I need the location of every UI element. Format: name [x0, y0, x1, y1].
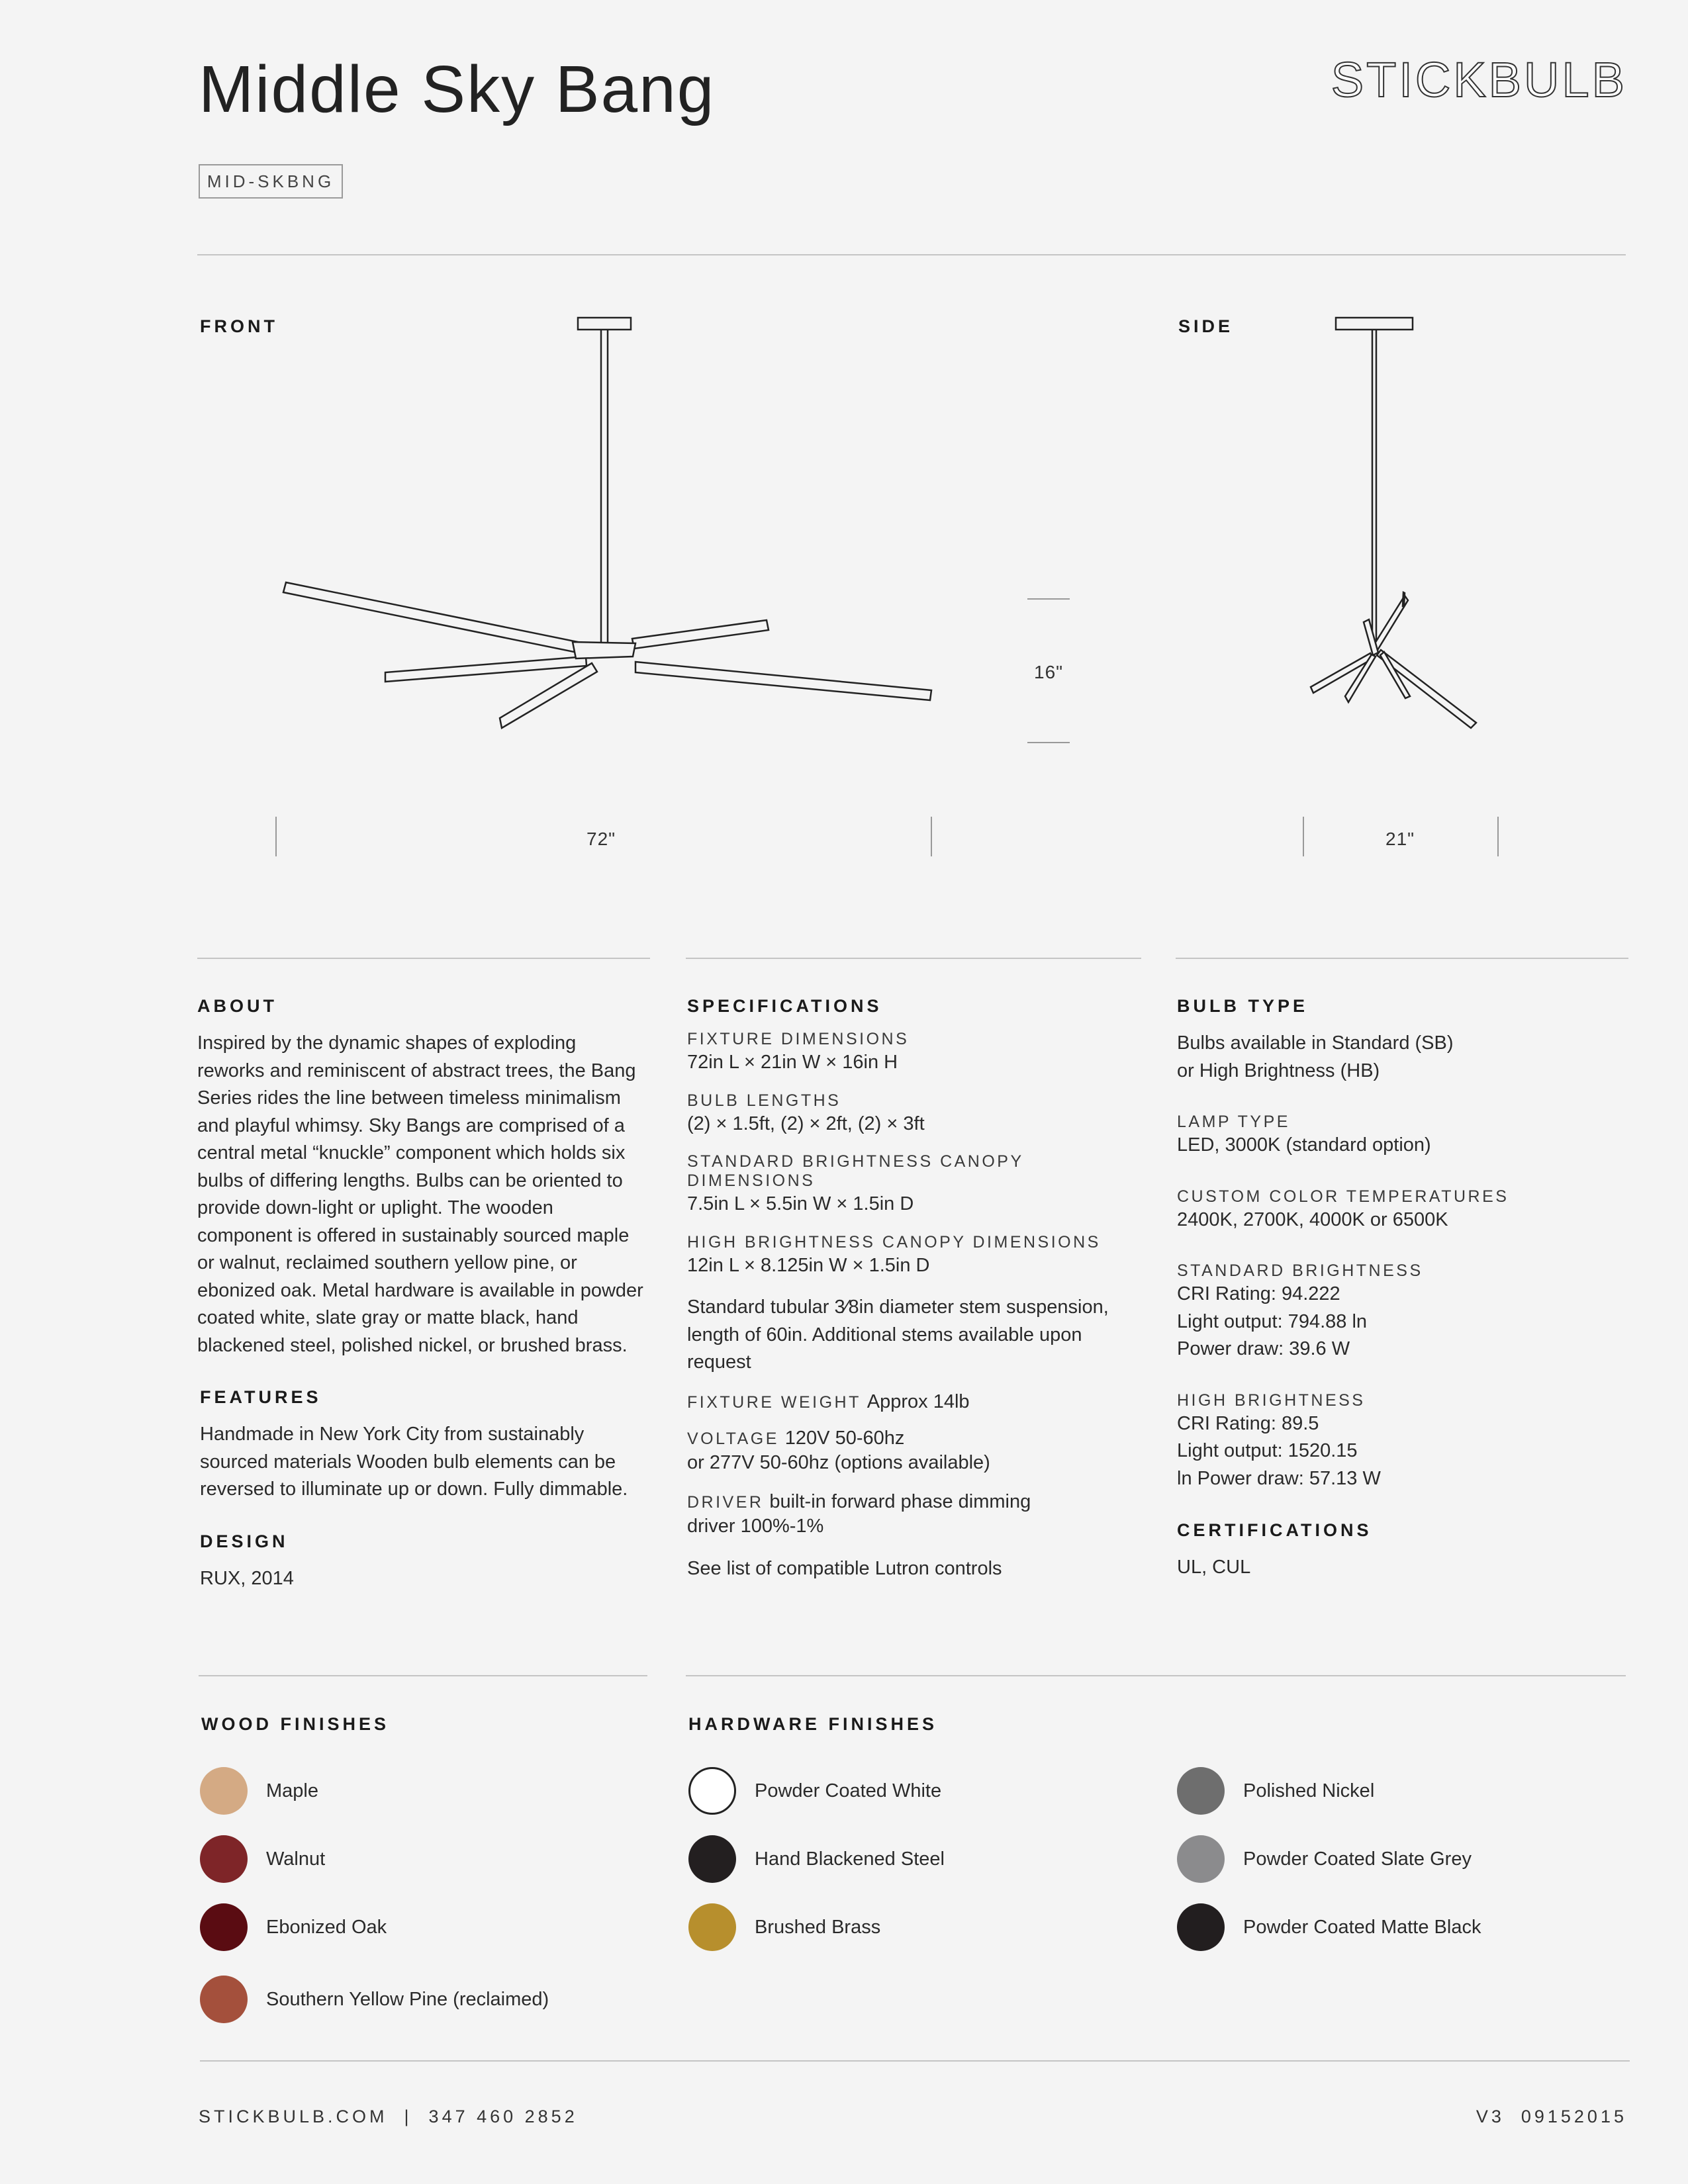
- width-dim-right-tick: [931, 817, 932, 856]
- bulb-availability-line-1: Bulbs available in Standard (SB): [1177, 1032, 1454, 1054]
- high-brightness-label: HIGH BRIGHTNESS: [1177, 1390, 1366, 1410]
- height-dimension: 16": [1034, 662, 1064, 682]
- powder-coated-matte-black-swatch: [1177, 1903, 1225, 1951]
- stem-text: Standard tubular 3⁄8in diameter stem suspension, length of 60in. Additional stems available upon request: [687, 1297, 1109, 1373]
- features-heading: FEATURES: [200, 1387, 322, 1407]
- hardware-finish-hand-blackened-steel[interactable]: [688, 1833, 945, 1886]
- brand-logo: STICKBULB: [1331, 52, 1627, 107]
- footer-version: V3 09152015: [1476, 2107, 1627, 2126]
- hardware-finish-polished-nickel[interactable]: [1177, 1764, 1481, 1817]
- hardware-finish-powder-coated-white[interactable]: [688, 1764, 945, 1817]
- standard-canopy-label: STANDARD BRIGHTNESS CANOPY DIMENSIONS: [687, 1152, 1024, 1190]
- fixture-dimensions: [687, 1030, 1150, 1077]
- high-brightness-canopy-label: HIGH BRIGHTNESS CANOPY DIMENSIONS: [687, 1232, 1101, 1251]
- driver-value-2: driver 100%-1%: [687, 1516, 824, 1537]
- bulb-lengths-label: BULB LENGTHS: [687, 1091, 841, 1110]
- side-view-drawing: [1297, 304, 1523, 741]
- hardware-finish-list-right: [1177, 1764, 1481, 1954]
- wood-finish-maple[interactable]: [200, 1764, 549, 1817]
- hardware-finishes-divider: [686, 1675, 1626, 1676]
- bulb-lengths: [687, 1091, 1150, 1138]
- driver-value: built-in forward phase dimming: [769, 1491, 1031, 1512]
- standard-canopy-value: 7.5in L × 5.5in W × 1.5in D: [687, 1193, 914, 1214]
- hardware-finish-label: Brushed Brass: [755, 1916, 881, 1938]
- about-text: Inspired by the dynamic shapes of exploding reworks and reminiscent of abstract trees, the Bang Series rides the line between timeless minimalism and playful whimsy. Sky Bangs are comprised of a central metal “knuckle” component which holds six bulbs of differing lengths. Bulbs can be oriented to provide down-light or uplight. The wooden component is offered in sustainably sourced maple or walnut, reclaimed southern yellow pine, or ebonized oak. Metal hardware is available in powder coated white, slate gray or matte black, hand blackened steel, polished nickel, or brushed brass.: [197, 1032, 643, 1356]
- depth-dim-right-tick: [1497, 817, 1499, 856]
- polished-nickel-swatch: [1177, 1767, 1225, 1815]
- wood-finish-label: Maple: [266, 1780, 318, 1801]
- standard-brightness-label: STANDARD BRIGHTNESS: [1177, 1261, 1423, 1280]
- sku-badge: MID-SKBNG: [199, 164, 343, 199]
- ebonized-oak-swatch: [200, 1903, 248, 1951]
- high-brightness-canopy-value: 12in L × 8.125in W × 1.5in D: [687, 1254, 930, 1276]
- hardware-finish-label: Powder Coated Slate Grey: [1243, 1848, 1472, 1870]
- width-dimension: 72": [586, 829, 616, 849]
- front-view-label: FRONT: [200, 316, 278, 336]
- fixture-dimensions-value: 72in L × 21in W × 16in H: [687, 1052, 898, 1073]
- about-top-divider: [197, 958, 650, 959]
- custom-color-temps: [1177, 1187, 1634, 1234]
- wood-finish-label: Ebonized Oak: [266, 1916, 387, 1938]
- about-heading: ABOUT: [197, 996, 277, 1016]
- hardware-finish-label: Powder Coated White: [755, 1780, 942, 1801]
- hardware-finish-list-left: [688, 1764, 945, 1954]
- hardware-finish-brushed-brass[interactable]: [688, 1901, 945, 1954]
- footer-divider: [200, 2060, 1630, 2062]
- bulb-type-column: [1177, 996, 1634, 1582]
- high-brightness: [1177, 1391, 1634, 1493]
- lutron-link[interactable]: See list of compatible Lutron controls: [687, 1557, 1002, 1579]
- voltage-alt: or 277V 50-60hz (options available): [687, 1451, 990, 1473]
- powder-coated-slate-grey-swatch: [1177, 1835, 1225, 1883]
- high-brightness-cri: CRI Rating: 89.5: [1177, 1412, 1319, 1434]
- driver-label: DRIVER: [687, 1493, 764, 1512]
- bulb-type-heading: BULB TYPE: [1177, 996, 1309, 1016]
- hardware-finish-label: Polished Nickel: [1243, 1780, 1375, 1801]
- brushed-brass-swatch: [688, 1903, 736, 1951]
- hand-blackened-steel-swatch: [688, 1835, 736, 1883]
- voltage-label: VOLTAGE: [687, 1429, 779, 1448]
- specifications-column: [687, 996, 1150, 1582]
- fixture-weight: [687, 1391, 1150, 1413]
- wood-finish-southern-yellow-pine[interactable]: [200, 1973, 549, 2026]
- voltage: [687, 1428, 1150, 1477]
- lamp-type-label: LAMP TYPE: [1177, 1113, 1290, 1131]
- specifications-heading: SPECIFICATIONS: [687, 996, 882, 1016]
- custom-color-value: 2400K, 2700K, 4000K or 6500K: [1177, 1208, 1448, 1230]
- standard-output: Light output: 794.88 ln: [1177, 1310, 1368, 1332]
- specs-top-divider: [686, 958, 1141, 959]
- certifications-heading: CERTIFICATIONS: [1177, 1520, 1372, 1540]
- wood-finish-label: Walnut: [266, 1848, 326, 1870]
- wood-finish-list: [200, 1764, 549, 2026]
- front-view-drawing: [252, 304, 953, 741]
- page-title: Middle Sky Bang: [199, 52, 716, 126]
- custom-color-label: CUSTOM COLOR TEMPERATURES: [1177, 1187, 1509, 1206]
- certifications-text: UL, CUL: [1177, 1557, 1251, 1578]
- wood-finishes-heading: WOOD FINISHES: [201, 1714, 390, 1734]
- header-divider: [197, 254, 1626, 255]
- fixture-weight-label: FIXTURE WEIGHT: [687, 1392, 861, 1412]
- height-dim-bottom-line: [1027, 742, 1070, 743]
- bulb-availability: [1177, 1030, 1634, 1085]
- lamp-type-value: LED, 3000K (standard option): [1177, 1134, 1431, 1156]
- voltage-value: 120V 50-60hz: [784, 1427, 905, 1449]
- depth-dimension: 21": [1385, 829, 1415, 849]
- about-column: [197, 996, 654, 1592]
- hardware-finish-powder-coated-slate-grey[interactable]: [1177, 1833, 1481, 1886]
- standard-brightness: [1177, 1261, 1634, 1363]
- wood-finish-walnut[interactable]: [200, 1833, 549, 1886]
- hardware-finish-powder-coated-matte-black[interactable]: [1177, 1901, 1481, 1954]
- fixture-dimensions-label: FIXTURE DIMENSIONS: [687, 1030, 910, 1048]
- bulb-availability-line-2: or High Brightness (HB): [1177, 1060, 1380, 1081]
- wood-finish-label: Southern Yellow Pine (reclaimed): [266, 1988, 549, 2010]
- southern-yellow-pine-swatch: [200, 1976, 248, 2023]
- footer-contact[interactable]: STICKBULB.COM | 347 460 2852: [199, 2107, 578, 2126]
- fixture-weight-value: Approx 14lb: [867, 1390, 970, 1412]
- bulb-lengths-value: (2) × 1.5ft, (2) × 2ft, (2) × 3ft: [687, 1113, 925, 1134]
- width-dim-left-tick: [275, 817, 277, 856]
- hardware-finishes-heading: HARDWARE FINISHES: [688, 1714, 938, 1734]
- design-text: RUX, 2014: [200, 1567, 294, 1589]
- height-dim-top-line: [1027, 598, 1070, 600]
- wood-finish-ebonized-oak[interactable]: [200, 1901, 549, 1954]
- standard-canopy: [687, 1152, 1150, 1218]
- depth-dim-left-tick: [1303, 817, 1304, 856]
- powder-coated-white-swatch: [688, 1767, 736, 1815]
- bulb-top-divider: [1176, 958, 1628, 959]
- features-text: Handmade in New York City from sustainably sourced materials Wooden bulb elements can be reversed to illuminate up or down. Fully dimmable.: [200, 1424, 628, 1500]
- hardware-finish-label: Powder Coated Matte Black: [1243, 1916, 1481, 1938]
- high-brightness-power: ln Power draw: 57.13 W: [1177, 1467, 1381, 1489]
- hardware-finish-label: Hand Blackened Steel: [755, 1848, 945, 1870]
- standard-cri: CRI Rating: 94.222: [1177, 1283, 1340, 1304]
- side-view-label: SIDE: [1178, 316, 1234, 336]
- wood-finishes-divider: [199, 1675, 647, 1676]
- walnut-swatch: [200, 1835, 248, 1883]
- lamp-type: [1177, 1113, 1634, 1160]
- high-brightness-output: Light output: 1520.15: [1177, 1440, 1358, 1461]
- driver: [687, 1491, 1150, 1541]
- design-heading: DESIGN: [200, 1531, 289, 1551]
- standard-power: Power draw: 39.6 W: [1177, 1338, 1350, 1359]
- maple-swatch: [200, 1767, 248, 1815]
- high-brightness-canopy: [687, 1233, 1150, 1280]
